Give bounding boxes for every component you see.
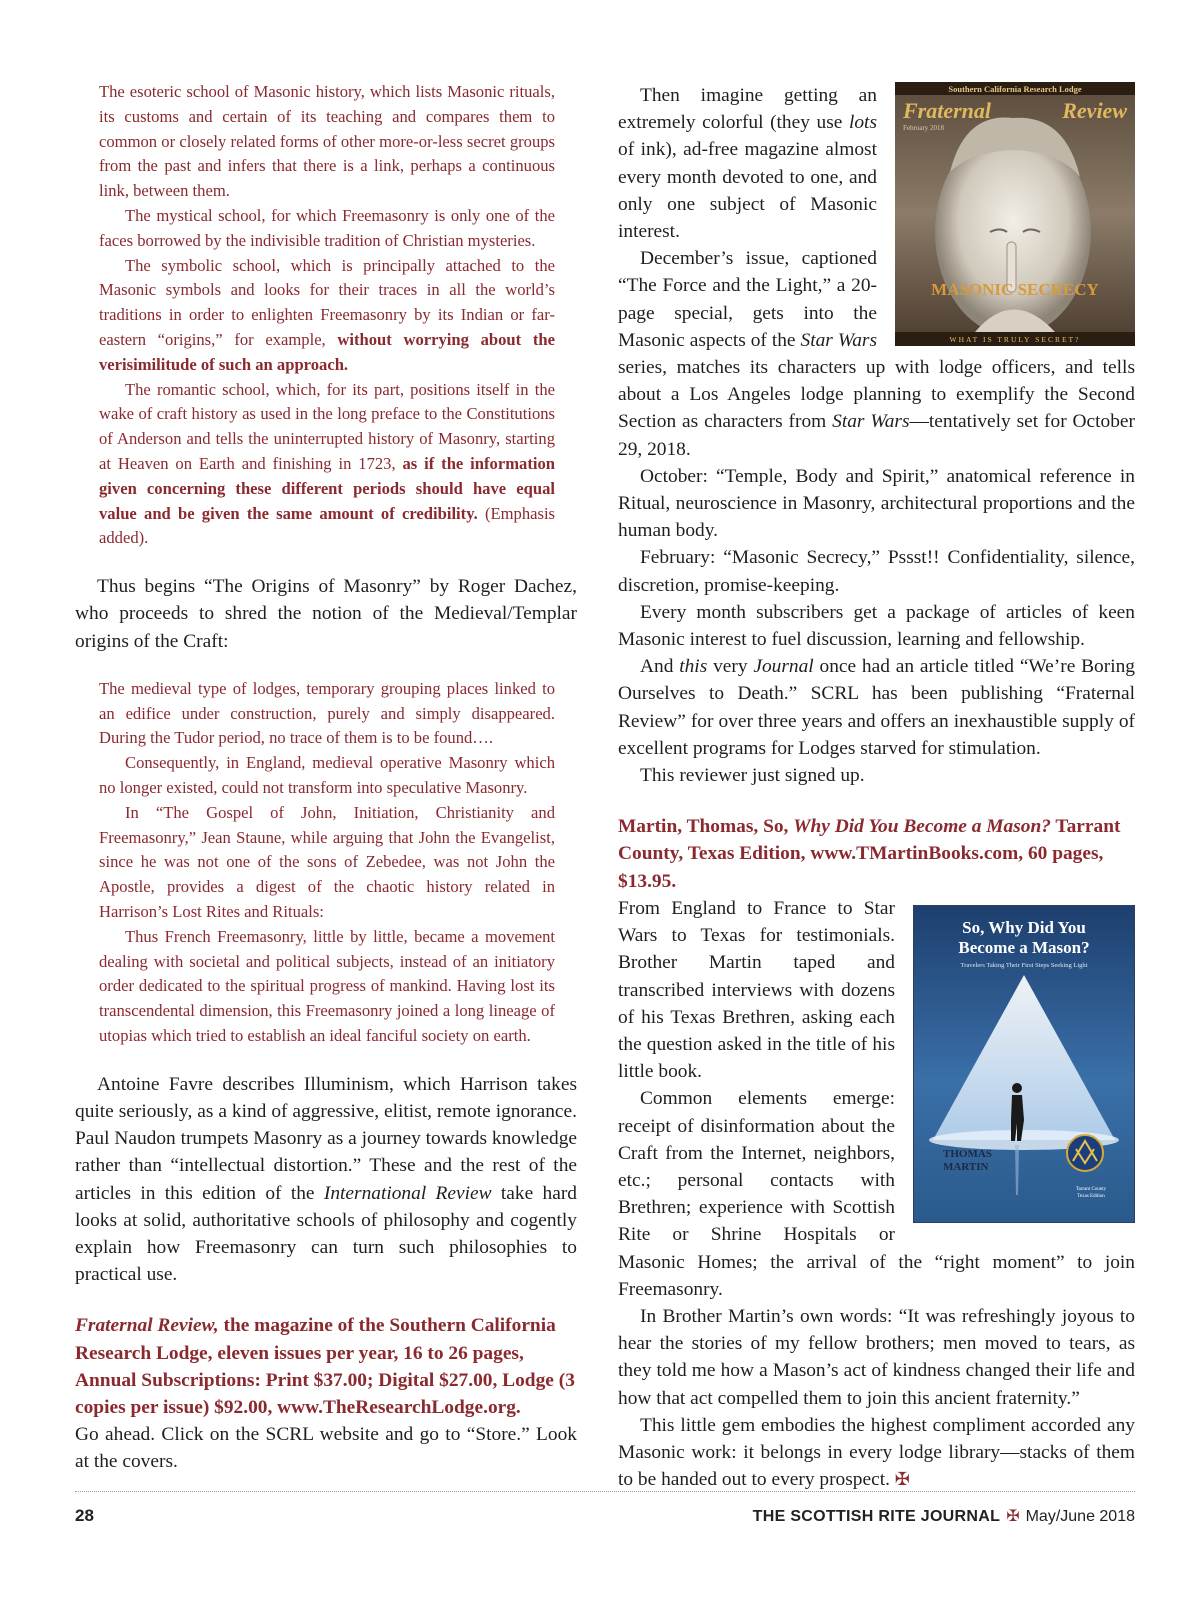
quote-paragraph: The medieval type of lodges, temporary grouping places linked to an edifice under construction, purely and simply disappeared. During the Tudor period, no trace of them is to be found…. bbox=[99, 678, 555, 748]
review-book-title: Why Did You Become a Mason? bbox=[793, 816, 1051, 838]
emphasis-note: (Emphasis added). bbox=[99, 503, 556, 548]
book-edition-line-1: Tarrant County bbox=[1075, 1186, 1107, 1192]
book-author-last: MARTIN bbox=[943, 1160, 989, 1173]
issue-date: May/June 2018 bbox=[1025, 1508, 1135, 1525]
body-paragraph: Common elements emerge: receipt of disinformation about the Craft from the Internet, neighbors, etc.; personal contacts with Brethren; experience with Scottish Rite or Shrine Hospitals or Masonic Homes; the arrival of the “right moment” to join Freemasonry. bbox=[618, 1088, 1135, 1300]
cover-feature-title: MASONIC SECRECY bbox=[931, 280, 1099, 299]
body-text bbox=[75, 1071, 577, 1289]
book-title-line-1: So, Why Did You bbox=[962, 917, 1086, 937]
body-paragraph: Thus begins “The Origins of Masonry” by Roger Dachez, who proceeds to shred the notion of the Medieval/Templar origins of the Craft: bbox=[75, 576, 577, 652]
body-paragraph bbox=[618, 653, 1135, 762]
running-footer bbox=[753, 1506, 1135, 1526]
body-text-run: —tentatively set for October 29, 2018. bbox=[618, 411, 1135, 460]
cover-banner-text: Southern California Research Lodge bbox=[948, 84, 1082, 94]
quote-paragraph: In “The Gospel of John, Initiation, Christianity and Freemasonry,” Jean Staune, while arguing that John the Evangelist, since he was not one of the sons of Zebedee, was not John the Apostle, provides a digest of the chaotic history related in Harrison’s Lost Rites and Rituals: bbox=[99, 802, 555, 921]
body-text bbox=[75, 1421, 577, 1475]
body-paragraph bbox=[75, 1071, 577, 1289]
quote-paragraph: The esoteric school of Masonic history, which lists Masonic rituals, its customs and certain of its teaching and compares them to common or closely related forms of other more-or-less secret groups from the past and infers that there is a link, perhaps a continuous link, between them. bbox=[99, 82, 555, 201]
body-paragraph: Go ahead. Click on the SCRL website and go to “Store.” Look at the covers. bbox=[75, 1424, 577, 1473]
quote-paragraph: The mystical school, for which Freemasonry is only one of the faces borrowed by the indivisible tradition of Christian mysteries. bbox=[99, 205, 555, 250]
quote-emphasis: as if the information given concerning these different periods should have equal value and be given the same amount of credibility. bbox=[99, 453, 555, 523]
cover-issue-date: February 2018 bbox=[903, 124, 945, 132]
emphasis: this bbox=[679, 656, 708, 678]
page-number: 28 bbox=[75, 1506, 94, 1525]
book-cover-image bbox=[913, 905, 1135, 1223]
footer-rule bbox=[75, 1491, 1135, 1492]
left-column bbox=[75, 80, 577, 1476]
title-star-wars: Star Wars bbox=[800, 329, 877, 351]
publication-title: International Review bbox=[323, 1182, 492, 1204]
right-column bbox=[618, 82, 1135, 1493]
emphasis: lots bbox=[848, 112, 877, 134]
review-heading-martin bbox=[618, 813, 1135, 895]
quote-paragraph bbox=[99, 254, 555, 378]
body-paragraph bbox=[618, 1412, 1135, 1494]
body-paragraph: October: “Temple, Body and Spirit,” anatomical reference in Ritual, neuroscience in Masonry, architectural proportions and the human body. bbox=[618, 465, 1135, 542]
magazine-cover-image bbox=[895, 82, 1135, 346]
body-text-run: of ink), ad-free magazine almost every month devoted to one, and only one subject of Masonic interest. bbox=[618, 139, 877, 243]
quote-paragraph: Thus French Freemasonry, little by little, became a movement dealing with societal and political subjects, instead of an initiatory order dedicated to the spiritual progress of mankind. Having lost its transcendental dimension, this Freemasonry joined a long lineage of utopias which tried to establish an ideal fanciful society on earth. bbox=[99, 926, 555, 1045]
quote-text: The symbolic school, which is principally attached to the Masonic symbols and looks for their traces in all the world’s traditions in order to enlighten Freemasonry by its Indian or far-eastern “origins,” for example, bbox=[99, 255, 555, 349]
block-quote-origins bbox=[75, 677, 577, 1049]
body-text-run: And bbox=[640, 656, 680, 678]
body-text-run: once had an article titled “We’re Boring Ourselves to Death.” SCRL has been publishing “Fraternal Review” for over three years and offers an inexhaustible supply of excellent programs for Lodges starved for stimulation. bbox=[618, 656, 1135, 759]
end-mark-cross-icon: ✠ bbox=[894, 1469, 910, 1490]
review-heading-fraternal-review bbox=[75, 1312, 577, 1421]
review-details: Tarrant County, Texas Edition, www.TMartinBooks.com, 60 pages, $13.95. bbox=[618, 816, 1121, 892]
walker-head bbox=[1012, 1083, 1022, 1093]
cross-icon: ✠ bbox=[1006, 1508, 1020, 1525]
quote-text: The romantic school, which, for its part, positions itself in the wake of craft history as used in the long preface to the Constitutions of Anderson and tells the uninterrupted history of Masonry, starting at Heaven on Earth and finishing in 1723, bbox=[99, 379, 555, 473]
body-text-run: This little gem embodies the highest compliment accorded any Masonic work: it belongs in every lodge library—stacks of them to be handed out to every prospect. bbox=[618, 1414, 1135, 1491]
body-text-run: December’s issue, captioned “The Force and the Light,” a 20-page special, gets into the Masonic aspects of the bbox=[618, 248, 877, 351]
body-text-run: take hard looks at solid, authoritative schools of philosophy and cogently explain how Freemasonry can turn such philosophies to practical use. bbox=[75, 1182, 577, 1286]
book-subtitle: Travelers Taking Their First Steps Seeking Light bbox=[960, 961, 1088, 969]
body-paragraph: Every month subscribers get a package of articles of keen Masonic interest to fuel discussion, learning and fellowship. bbox=[618, 601, 1135, 651]
body-text-run: series, matches its characters up with lodge officers, and tells about a Los Angeles lodge planning to exemplify the Second Section as characters from bbox=[618, 357, 1135, 433]
body-text-run: very bbox=[707, 656, 754, 678]
book-author-first: THOMAS bbox=[943, 1147, 992, 1160]
quote-emphasis: without worrying about the verisimilitude of such an approach. bbox=[99, 329, 555, 374]
review-details: the magazine of the Southern California Research Lodge, eleven issues per year, 16 to 26 pages, Annual Subscriptions: Print $37.00; Digital $27.00, Lodge (3 copies per issue) $92.00, www.TheResearchLodge.org. bbox=[75, 1315, 575, 1418]
body-paragraph: This reviewer just signed up. bbox=[640, 765, 865, 787]
book-cover-so-why bbox=[913, 905, 1135, 1223]
journal-name: THE SCOTTISH RITE JOURNAL bbox=[752, 1508, 1001, 1525]
book-edition-line-2: Texas Edition bbox=[1077, 1193, 1105, 1199]
cover-title-right: Review bbox=[1062, 98, 1127, 123]
block-quote-schools bbox=[75, 80, 577, 551]
cover-title-left: Fraternal bbox=[903, 98, 992, 123]
review-title: Fraternal Review, bbox=[75, 1315, 219, 1337]
body-text-run: Then imagine getting an extremely colorful (they use bbox=[618, 85, 877, 134]
journal-title: Journal bbox=[753, 656, 814, 678]
fraternal-review-cover bbox=[895, 82, 1135, 346]
cover-footer-text: WHAT IS TRULY SECRET? bbox=[949, 335, 1081, 344]
body-text bbox=[75, 573, 577, 655]
body-text-run: Antoine Favre describes Illuminism, which Harrison takes quite seriously, as a kind of aggressive, elitist, remote ignorance. Paul Naudon trumpets Masonry as a journey towards knowledge rather than “intellectual distortion.” These and the rest of the articles in this edition of the bbox=[75, 1073, 577, 1204]
review-author: Martin, Thomas, So, bbox=[618, 816, 794, 838]
body-paragraph: February: “Masonic Secrecy,” Pssst!! Confidentiality, silence, discretion, promise-keeping. bbox=[618, 547, 1135, 596]
quote-paragraph: Consequently, in England, medieval operative Masonry which no longer existed, could not transform into speculative Masonry. bbox=[99, 753, 555, 797]
quote-paragraph bbox=[99, 378, 555, 552]
body-paragraph: From England to France to Star Wars to Texas for testimonials. Brother Martin taped and transcribed interviews with dozens of his Texas Brethren, asking each the question asked in the title of his little book. bbox=[618, 897, 895, 1083]
body-paragraph: In Brother Martin’s own words: “It was refreshingly joyous to hear the stories of my fellow brothers; men moved to tears, as they told me how a Mason’s act of kindness changed their life and how that act compelled them to join this ancient fraternity.” bbox=[618, 1305, 1135, 1409]
title-star-wars: Star Wars bbox=[832, 411, 910, 433]
book-title-line-2: Become a Mason? bbox=[958, 937, 1090, 957]
